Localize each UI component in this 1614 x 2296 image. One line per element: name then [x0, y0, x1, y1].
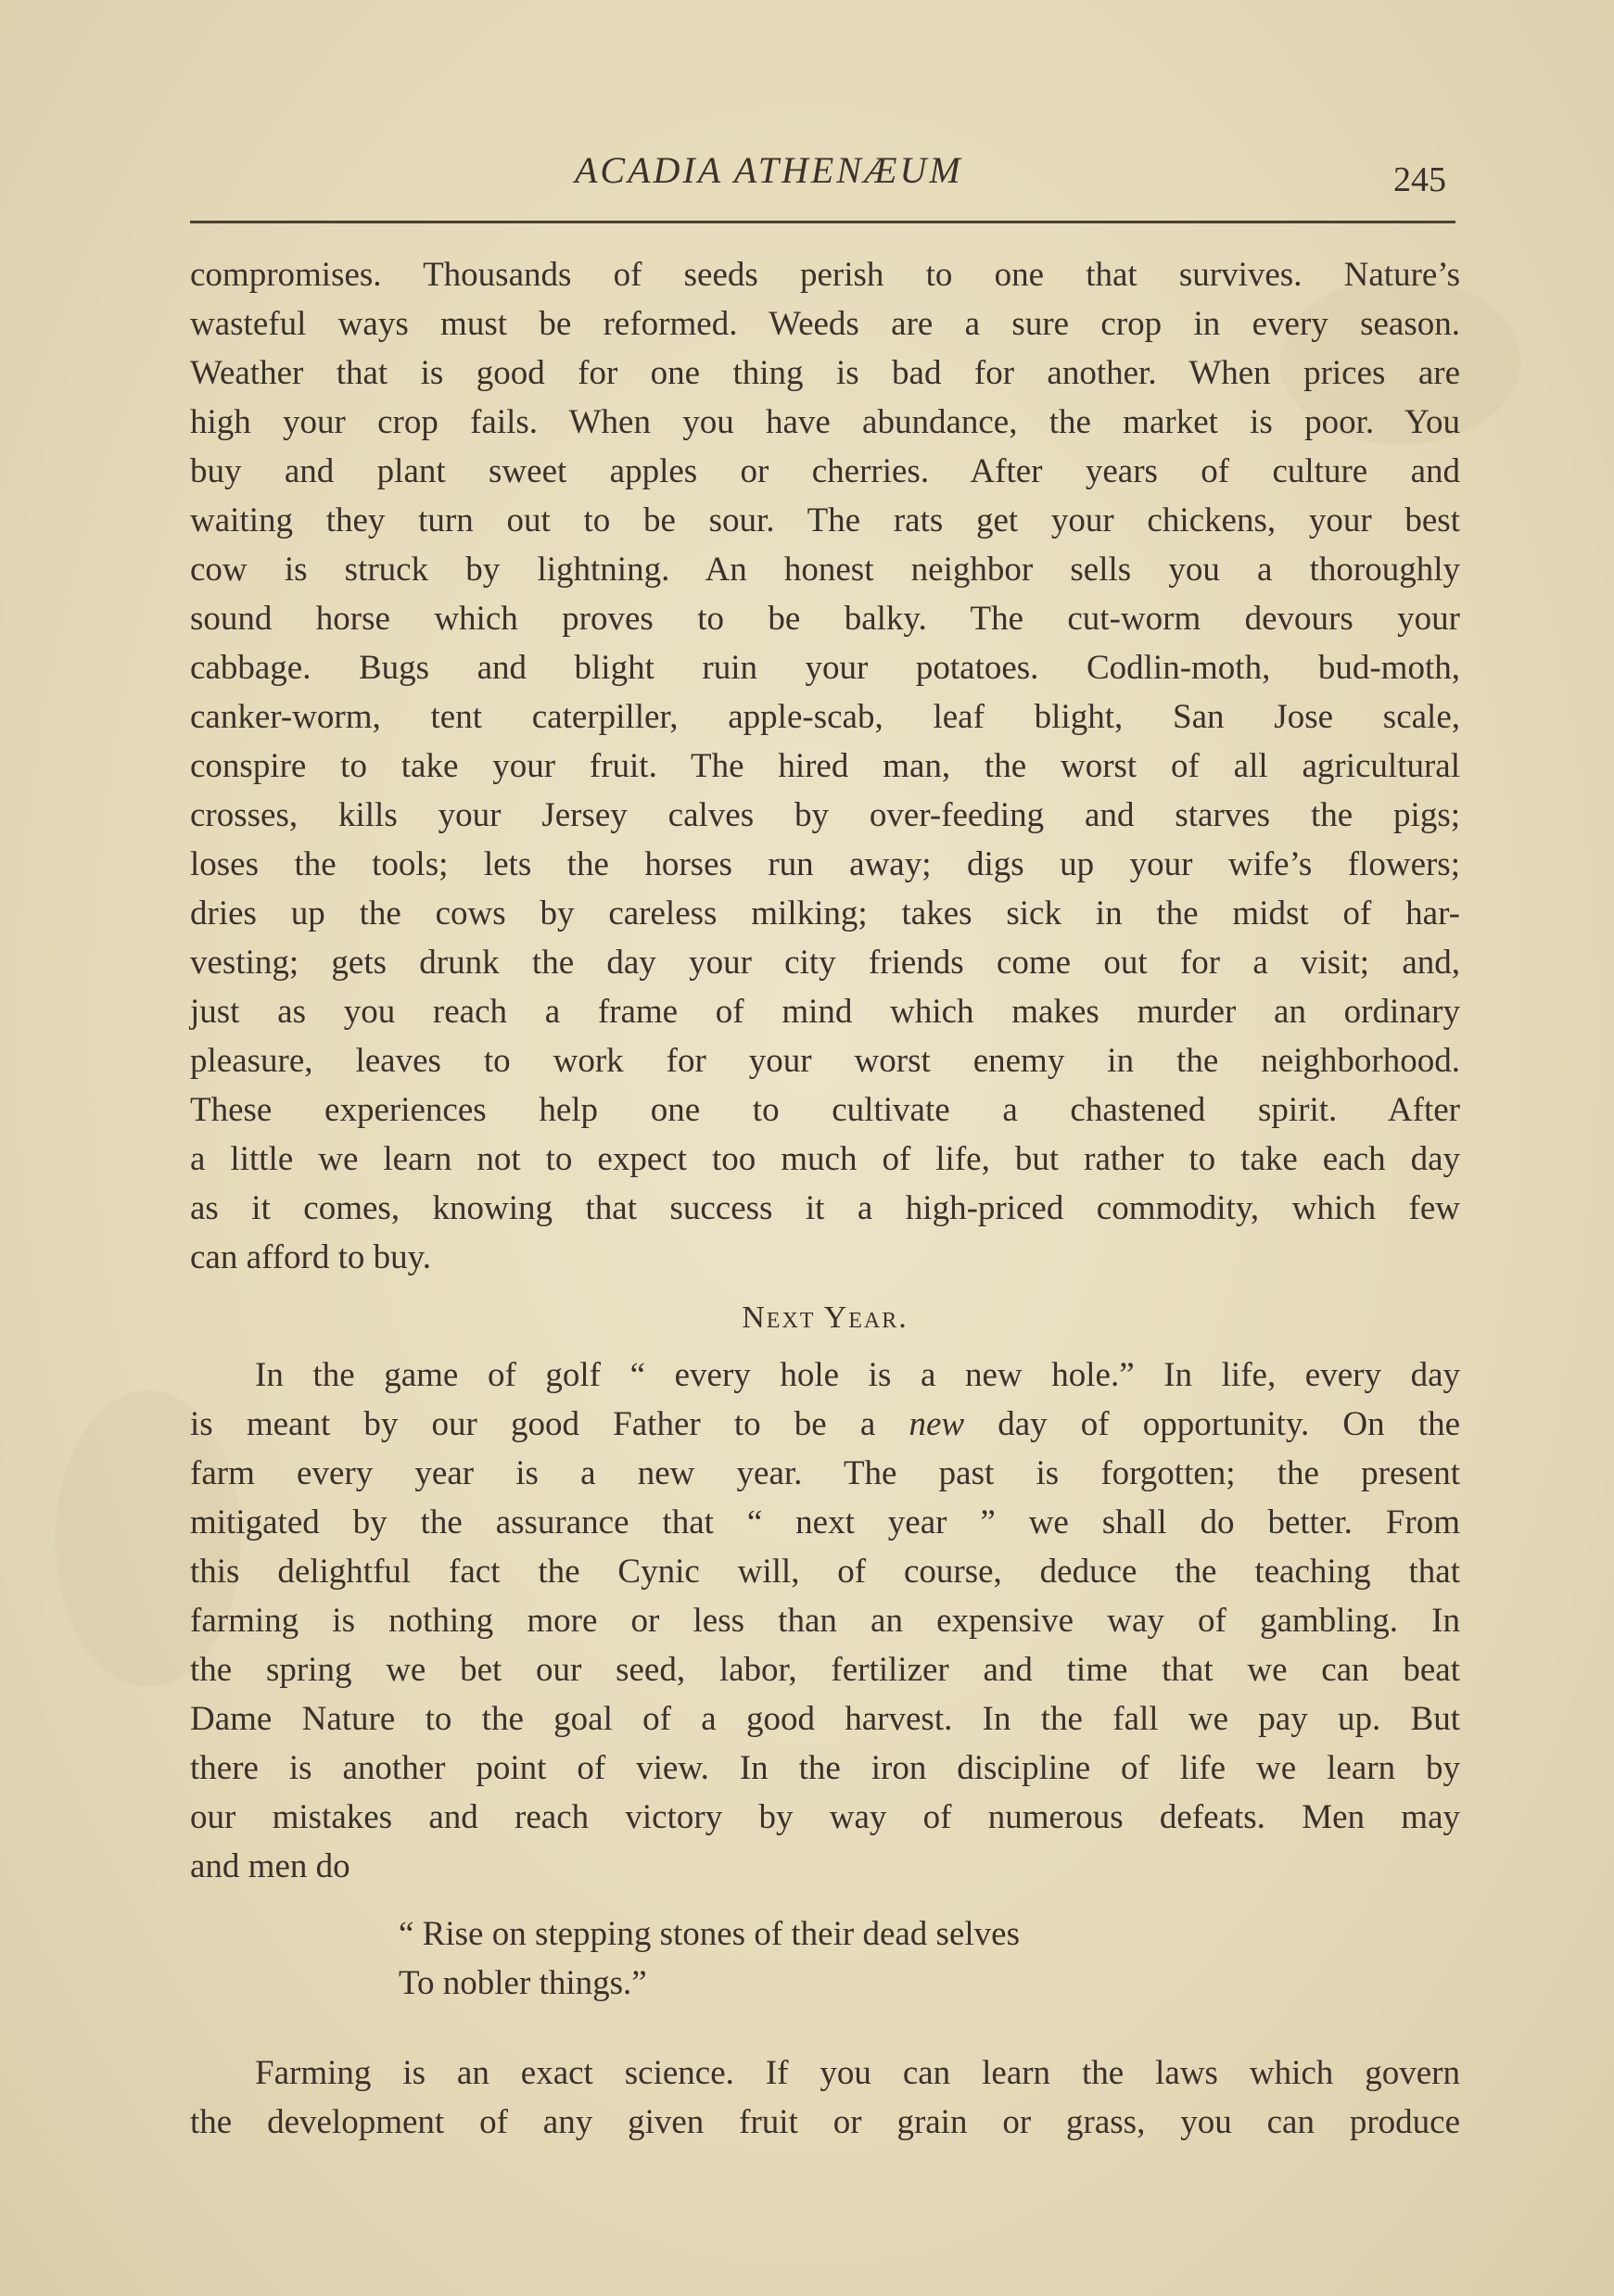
quotation-line: To nobler things.” — [399, 1964, 647, 2002]
emphasis: new — [909, 1405, 965, 1443]
text-line: buy and plant sweet apples or cherries. After years of culture and — [190, 452, 1460, 490]
paragraph-2 — [190, 1351, 1460, 1891]
text-line: cow is struck by lightning. An honest neighbor sells you a thoroughly — [190, 551, 1460, 589]
text-line: These experiences help one to cultivate a chastened spirit. After — [190, 1091, 1460, 1129]
text-line: high your crop fails. When you have abundance, the market is poor. You — [190, 403, 1460, 441]
text-line: Farming is an exact science. If you can learn the laws which govern — [255, 2054, 1460, 2092]
text-line: sound horse which proves to be balky. The cut-worm devours your — [190, 600, 1460, 638]
text-line: farming is nothing more or less than an expensive way of gambling. In — [190, 1602, 1460, 1640]
text-line: dries up the cows by careless milking; takes sick in the midst of har- — [190, 894, 1460, 932]
text-line: our mistakes and reach victory by way of numerous defeats. Men may — [190, 1798, 1460, 1836]
header-rule — [190, 221, 1455, 223]
text-line: the development of any given fruit or grain or grass, you can produce — [190, 2103, 1460, 2141]
text-line: Weather that is good for one thing is bad for another. When prices are — [190, 354, 1460, 392]
text-line: is meant by our good Father to be a new day of opportunity. On the — [190, 1405, 1460, 1443]
text-line: and men do — [190, 1847, 350, 1885]
text-line: compromises. Thousands of seeds perish to one that survives. Nature’s — [190, 256, 1460, 294]
text-line: the spring we bet our seed, labor, fertilizer and time that we can beat — [190, 1651, 1460, 1689]
quotation-line: “ Rise on stepping stones of their dead selves — [399, 1915, 1020, 1953]
text-line: vesting; gets drunk the day your city friends come out for a visit; and, — [190, 944, 1460, 982]
text-line: waiting they turn out to be sour. The rats get your chickens, your best — [190, 501, 1460, 539]
text-line: pleasure, leaves to work for your worst enemy in the neighborhood. — [190, 1042, 1460, 1080]
running-head — [0, 148, 1614, 204]
running-title: ACADIA ATHENÆUM — [575, 149, 963, 191]
text-line: Dame Nature to the goal of a good harvest. In the fall we pay up. But — [190, 1700, 1460, 1738]
text-line: conspire to take your fruit. The hired man, the worst of all agricultural — [190, 747, 1460, 785]
text-line: crosses, kills your Jersey calves by over-feeding and starves the pigs; — [190, 796, 1460, 834]
quotation — [190, 1909, 1460, 2008]
page-number: 245 — [1393, 160, 1446, 199]
text-line: just as you reach a frame of mind which makes murder an ordinary — [190, 993, 1460, 1031]
text-line: canker-worm, tent caterpiller, apple-scab, leaf blight, San Jose scale, — [190, 698, 1460, 736]
text-line: farm every year is a new year. The past is forgotten; the present — [190, 1454, 1460, 1492]
text-line: In the game of golf “ every hole is a new hole.” In life, every day — [255, 1356, 1460, 1394]
paragraph-3 — [190, 2049, 1460, 2147]
text-line: can afford to buy. — [190, 1238, 431, 1276]
text-line: there is another point of view. In the iron discipline of life we learn by — [190, 1749, 1460, 1787]
paragraph-1 — [190, 250, 1460, 1282]
text-line: wasteful ways must be reformed. Weeds are a sure crop in every season. — [190, 305, 1460, 343]
text-line: cabbage. Bugs and blight ruin your potatoes. Codlin-moth, bud-moth, — [190, 649, 1460, 687]
text-line: this delightful fact the Cynic will, of course, deduce the teaching that — [190, 1553, 1460, 1591]
body-text — [190, 250, 1460, 2147]
text-line: a little we learn not to expect too much of life, but rather to take each day — [190, 1140, 1460, 1178]
section-heading: Next Year. — [742, 1300, 909, 1335]
text-line: as it comes, knowing that success it a high-priced commodity, which few — [190, 1189, 1460, 1227]
text-line: mitigated by the assurance that “ next year ” we shall do better. From — [190, 1503, 1460, 1541]
text-line: loses the tools; lets the horses run away; digs up your wife’s flowers; — [190, 845, 1460, 883]
